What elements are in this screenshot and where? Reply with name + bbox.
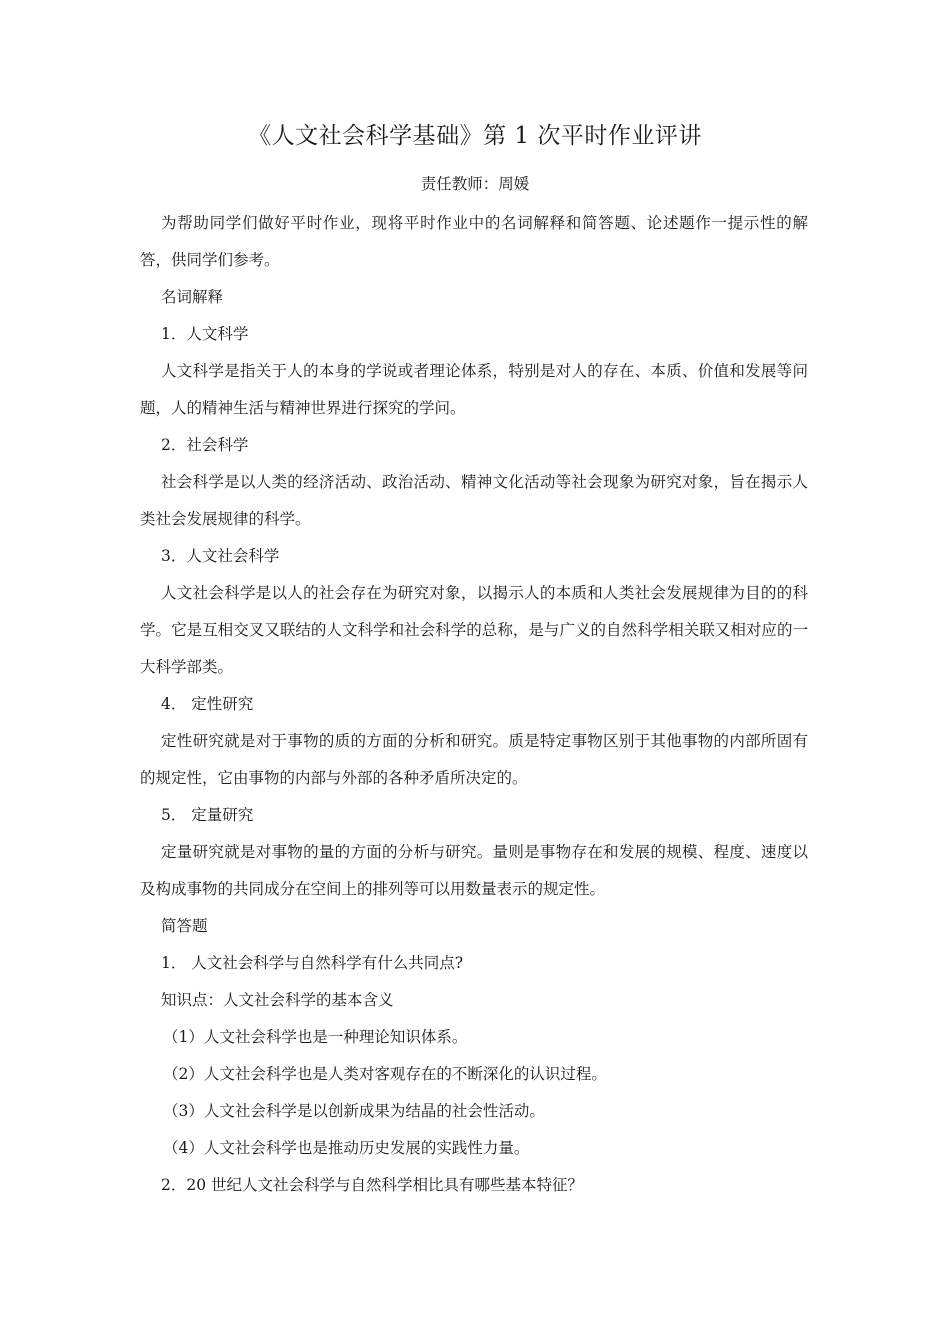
term-definition: 人文科学是指关于人的本身的学说或者理论体系，特别是对人的存在、本质、价值和发展等问题，人的精神生活与精神世界进行探究的学问。 — [140, 362, 808, 417]
document-body — [140, 205, 808, 1204]
term-heading: 1．人文科学 — [161, 325, 249, 343]
question-1: 1． 人文社会科学与自然科学有什么共同点? — [161, 954, 464, 972]
answer-point: （3）人文社会科学是以创新成果为结晶的社会性活动。 — [163, 1102, 545, 1120]
answer-point: （4）人文社会科学也是推动历史发展的实践性力量。 — [163, 1139, 530, 1157]
term-heading: 5． 定量研究 — [161, 806, 254, 824]
document-title: 《人文社会科学基础》第 1 次平时作业评讲 — [248, 123, 702, 149]
term-heading: 3．人文社会科学 — [161, 547, 280, 565]
term-heading: 2．社会科学 — [161, 436, 249, 454]
section-heading-terms: 名词解释 — [161, 288, 224, 306]
term-heading: 4． 定性研究 — [161, 695, 254, 713]
question-2: 2．20 世纪人文社会科学与自然科学相比具有哪些基本特征？ — [161, 1176, 584, 1194]
term-definition: 社会科学是以人类的经济活动、政治活动、精神文化活动等社会现象为研究对象，旨在揭示人类社会发展规律的科学。 — [140, 473, 808, 528]
knowledge-point: 知识点：人文社会科学的基本含义 — [161, 991, 394, 1009]
term-definition: 定性研究就是对于事物的质的方面的分析和研究。质是特定事物区别于其他事物的内部所固有的规定性，它由事物的内部与外部的各种矛盾所决定的。 — [140, 732, 808, 787]
answer-point: （2）人文社会科学也是人类对客观存在的不断深化的认识过程。 — [163, 1065, 607, 1083]
intro-paragraph: 为帮助同学们做好平时作业，现将平时作业中的名词解释和简答题、论述题作一提示性的解答，供同学们参考。 — [140, 214, 808, 269]
document-author: 责任教师：周媛 — [420, 175, 530, 193]
section-heading-short-answer: 简答题 — [161, 917, 208, 935]
term-definition: 人文社会科学是以人的社会存在为研究对象，以揭示人的本质和人类社会发展规律为目的的科学。它是互相交叉又联结的人文科学和社会科学的总称，是与广义的自然科学相关联又相对应的一大科学部类。 — [140, 584, 808, 676]
answer-point: （1）人文社会科学也是一种理论知识体系。 — [163, 1028, 468, 1046]
term-definition: 定量研究就是对事物的量的方面的分析与研究。量则是事物存在和发展的规模、程度、速度以及构成事物的共同成分在空间上的排列等可以用数量表示的规定性。 — [140, 843, 808, 898]
